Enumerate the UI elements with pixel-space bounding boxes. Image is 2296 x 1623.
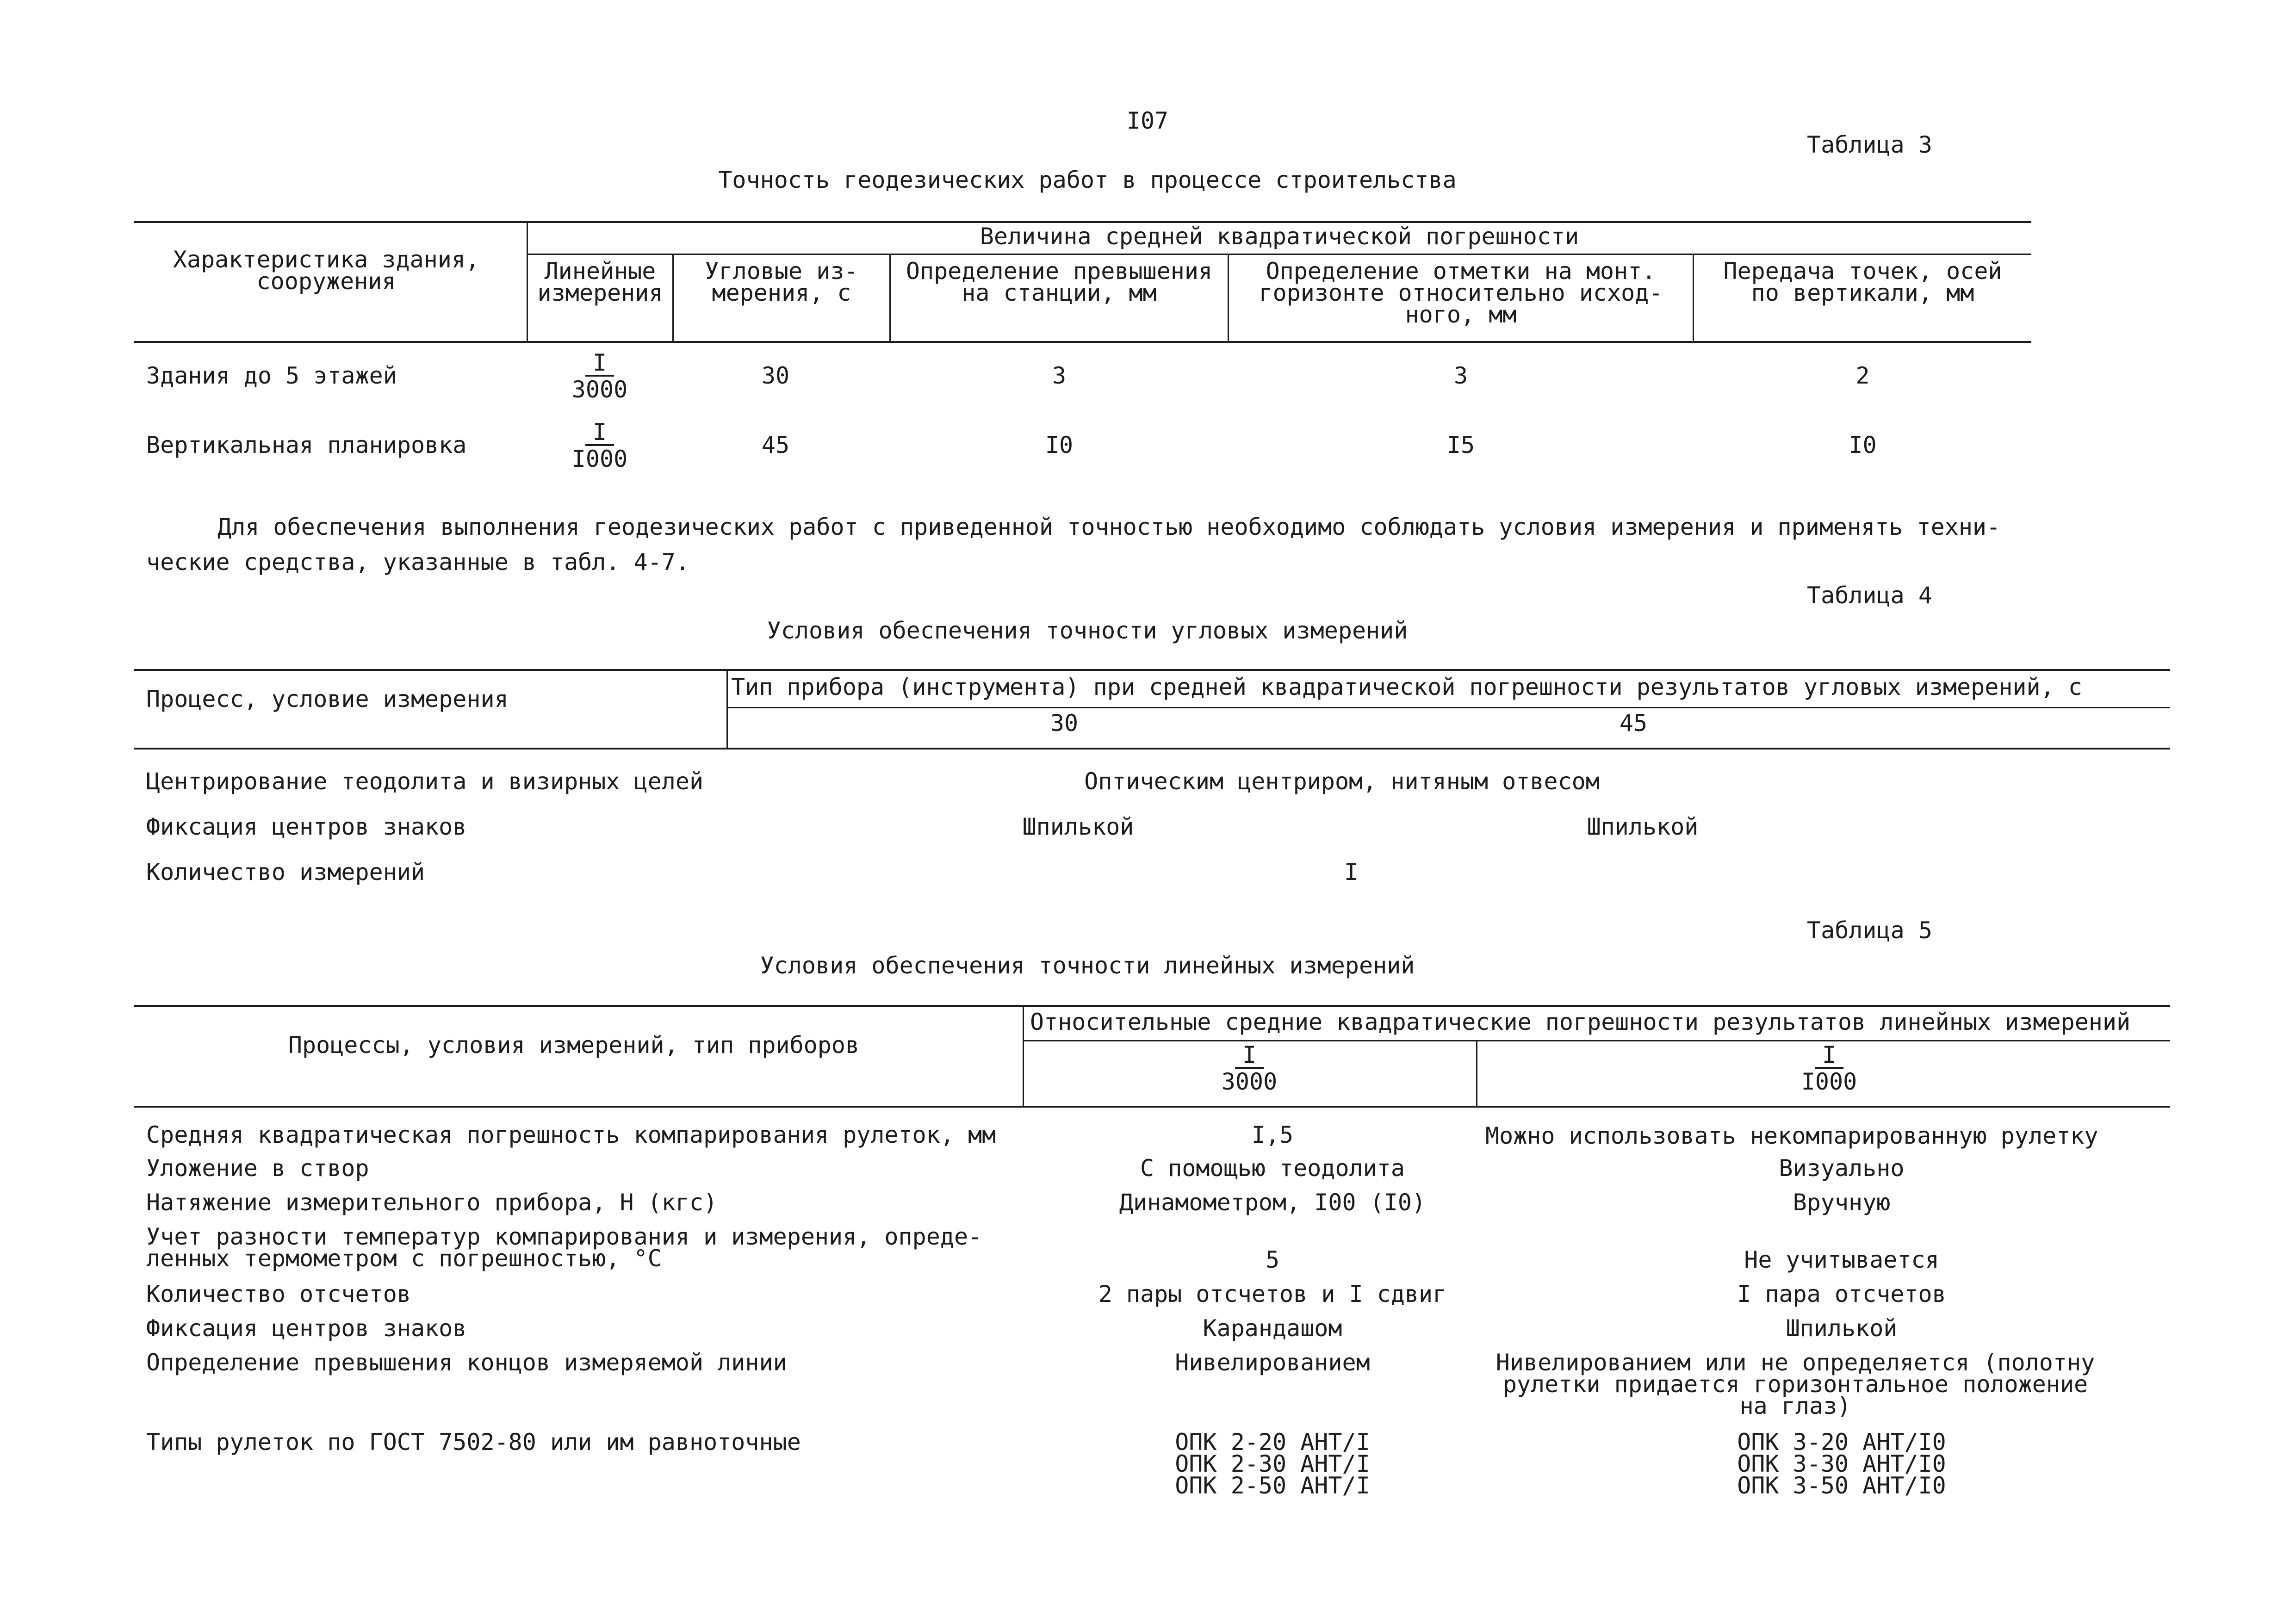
table-5-cell: Карандашом <box>1203 1315 1342 1342</box>
table-4-cell: Шпилькой <box>1587 813 1699 840</box>
table-5-col-header-process: Процессы, условия измерений, тип приборов <box>288 1032 860 1059</box>
fraction-numerator: I <box>585 352 614 377</box>
table-5-cell: I,5 <box>1251 1121 1294 1148</box>
table-5-divider <box>1023 1005 1024 1106</box>
table-4-title: Условия обеспечения точности угловых измерений <box>767 617 1408 644</box>
table-4-cell: Шпилькой <box>1022 813 1134 840</box>
table-3-label: Таблица 3 <box>1807 131 1932 158</box>
table-4-cell-merged: Оптическим центриром, нитяным отвесом <box>1084 768 1600 795</box>
table-3-col-header-excess: Определение превышения на станции, мм <box>906 258 1213 306</box>
table-3-header-rule <box>134 341 2031 343</box>
table-5-label: Таблица 5 <box>1807 917 1932 944</box>
table-5-row-name: Средняя квадратическая погрешность компарирования рулеток, мм <box>146 1121 996 1148</box>
table-3-group-rule <box>527 254 2031 255</box>
table-3-col-header-transfer: Передача точек, осей по вертикали, мм <box>1723 258 2002 306</box>
table-5-sub-header-fraction <box>1203 1041 1296 1095</box>
table-5-cell: 2 пары отсчетов и I сдвиг <box>1098 1281 1447 1307</box>
fraction-denominator: 3000 <box>571 376 628 403</box>
body-paragraph-line-2: ческие средства, указанные в табл. 4-7. <box>146 549 689 576</box>
table-5-cell: С помощью теодолита <box>1140 1155 1405 1182</box>
table-3-title: Точность геодезических работ в процессе строительства <box>718 167 1457 193</box>
table-4-top-rule <box>134 669 2170 671</box>
table-4-row-name: Фиксация центров знаков <box>146 813 467 840</box>
table-5-divider <box>1476 1040 1477 1106</box>
table-3-col-header-mark: Определение отметки на монт. горизонте относительно исход- ного, мм <box>1259 258 1663 328</box>
table-5-header-rule <box>134 1106 2170 1108</box>
table-3-cell: 2 <box>1855 362 1870 389</box>
fraction-numerator: I <box>1235 1044 1264 1069</box>
table-3-cell: 45 <box>761 432 790 458</box>
fraction-denominator: I000 <box>1801 1068 1857 1095</box>
table-4-sub-header-45: 45 <box>1619 710 1648 737</box>
page-number: I07 <box>1126 107 1169 134</box>
table-3-fraction <box>553 349 646 403</box>
table-3-cell: I5 <box>1446 432 1475 458</box>
table-3-col-header-linear: Линейные измерения <box>537 258 663 306</box>
table-3-group-header: Величина средней квадратической погрешности <box>980 223 1579 250</box>
table-5-row-name: Типы рулеток по ГОСТ 7502-80 или им равноточные <box>146 1429 801 1456</box>
table-5-cell: Не учитывается <box>1744 1246 1939 1273</box>
table-4-cell-merged: I <box>1344 859 1359 886</box>
table-3-fraction <box>553 421 646 470</box>
table-3-col-header-characteristic: Характеристика здания, сооружения <box>173 246 480 295</box>
table-5-row-name: Натяжение измерительного прибора, Н (кгс) <box>146 1189 718 1216</box>
table-5-cell: ОПК 3-20 АНТ/I0 ОПК 3-30 АНТ/I0 ОПК 3-50 АНТ/I0 <box>1737 1429 1946 1499</box>
table-4-row-name: Центрирование теодолита и визирных целей <box>146 768 704 795</box>
fraction-numerator: I <box>585 421 614 446</box>
table-5-row-name: Учет разности температур компарирования и измерения, опреде- ленных термометром с погрешностью, °С <box>146 1223 982 1272</box>
table-4-sub-rule <box>727 707 2170 708</box>
table-4-sub-header-30: 30 <box>1050 710 1079 737</box>
table-5-cell: Нивелированием <box>1175 1349 1370 1376</box>
table-5-col-header-group: Относительные средние квадратические погрешности результатов линейных измерений <box>1030 1009 2131 1035</box>
fraction-denominator: 3000 <box>1221 1068 1278 1095</box>
table-4-col-header-process: Процесс, условие измерения <box>146 686 509 712</box>
table-4-header-rule <box>134 748 2170 750</box>
table-3-col-header-angular: Угловые из- мерения, с <box>705 258 858 306</box>
table-5-cell: Нивелированием или не определяется (полотну рулетки придается горизонтальное положение на глаз) <box>1496 1349 2095 1419</box>
table-5-cell: 5 <box>1265 1246 1280 1273</box>
table-3-cell: I0 <box>1045 432 1074 458</box>
table-3-row-name: Вертикальная планировка <box>146 432 467 458</box>
table-5-sub-rule <box>1024 1040 2170 1041</box>
body-paragraph-line-1: Для обеспечения выполнения геодезических работ с приведенной точностью необходимо соблюдать условия измерения и применять техни- <box>217 514 2001 540</box>
table-5-sub-header-fraction <box>1783 1041 1875 1095</box>
table-5-title: Условия обеспечения точности линейных измерений <box>760 952 1415 979</box>
table-5-row-name: Количество отсчетов <box>146 1281 411 1307</box>
table-5-row-name: Уложение в створ <box>146 1155 369 1182</box>
table-4-col-header-group: Тип прибора (инструмента) при средней квадратической погрешности результатов угловых измерений, с <box>731 674 2082 700</box>
table-3-cell: 3 <box>1052 362 1067 389</box>
table-3-cell: 3 <box>1453 362 1468 389</box>
table-5-cell: Визуально <box>1779 1155 1905 1182</box>
table-5-cell: Динамометром, I00 (I0) <box>1119 1189 1426 1216</box>
table-5-cell: Вручную <box>1793 1189 1891 1216</box>
table-5-cell: Шпилькой <box>1786 1315 1898 1342</box>
fraction-numerator: I <box>1815 1044 1843 1069</box>
table-4-divider <box>726 669 728 748</box>
fraction-denominator: I000 <box>571 446 628 472</box>
table-3-cell: 30 <box>761 362 790 389</box>
table-5-top-rule <box>134 1005 2170 1007</box>
table-4-label: Таблица 4 <box>1807 582 1932 609</box>
table-3-cell: I0 <box>1849 432 1877 458</box>
table-4-row-name: Количество измерений <box>146 859 425 886</box>
table-3-row-name: Здания до 5 этажей <box>146 362 397 389</box>
table-5-row-name: Фиксация центров знаков <box>146 1315 467 1342</box>
table-5-cell: I пара отсчетов <box>1737 1281 1946 1307</box>
table-5-row-name: Определение превышения концов измеряемой линии <box>146 1349 787 1376</box>
table-5-cell: Можно использовать некомпарированную рулетку <box>1485 1122 2098 1149</box>
table-5-cell: ОПК 2-20 АНТ/I ОПК 2-30 АНТ/I ОПК 2-50 АНТ/I <box>1175 1429 1370 1499</box>
